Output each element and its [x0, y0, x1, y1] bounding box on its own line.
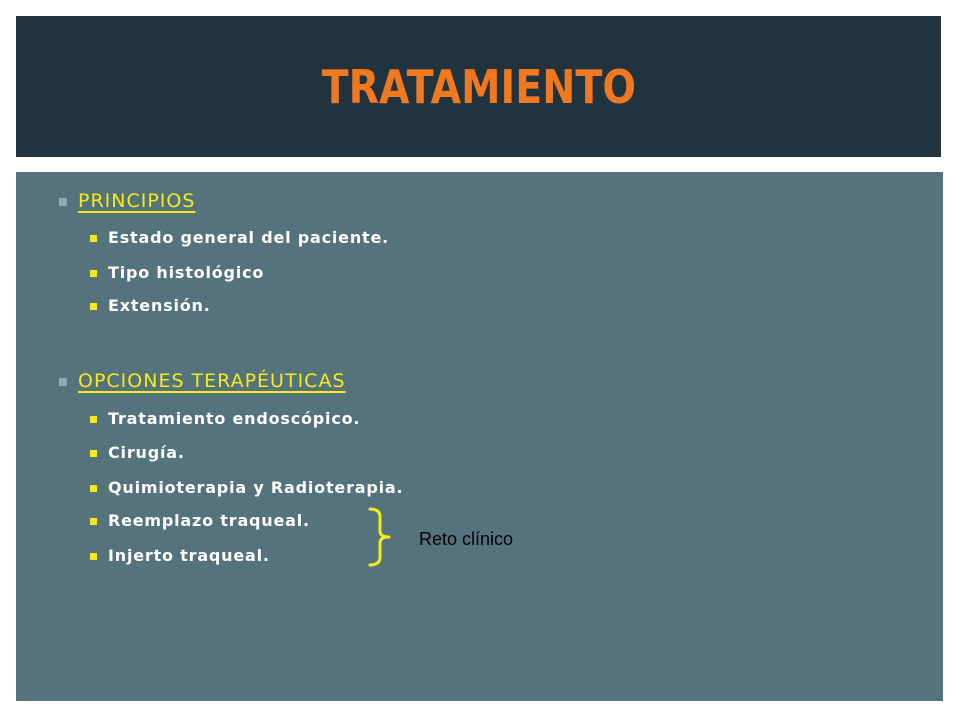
section-heading-opciones-terapeuticas: OPCIONES TERAPÉUTICAS — [78, 370, 346, 392]
content-panel — [16, 172, 943, 701]
item-bullet — [90, 518, 97, 525]
section-heading-principios: PRINCIPIOS — [78, 190, 196, 212]
annotation-reto-clinico: Reto clínico — [419, 529, 514, 549]
list-item: Reemplazo traqueal. — [108, 511, 310, 530]
section-bullet-principios — [59, 198, 67, 206]
slide-title: TRATAMIENTO — [321, 59, 636, 114]
item-bullet — [90, 416, 97, 423]
right-brace-icon — [367, 507, 391, 567]
item-bullet — [90, 303, 97, 310]
title-bar — [16, 16, 941, 157]
item-bullet — [90, 270, 97, 277]
list-item: Extensión. — [108, 296, 211, 315]
list-item: Cirugía. — [108, 443, 185, 462]
item-bullet — [90, 553, 97, 560]
list-item: Quimioterapia y Radioterapia. — [108, 478, 404, 497]
list-item: Tipo histológico — [108, 263, 265, 282]
section-bullet-opciones — [59, 378, 67, 386]
list-item: Tratamiento endoscópico. — [108, 409, 361, 428]
item-bullet — [90, 235, 97, 242]
item-bullet — [90, 450, 97, 457]
list-item: Estado general del paciente. — [108, 228, 390, 247]
item-bullet — [90, 485, 97, 492]
list-item: Injerto traqueal. — [108, 546, 270, 565]
